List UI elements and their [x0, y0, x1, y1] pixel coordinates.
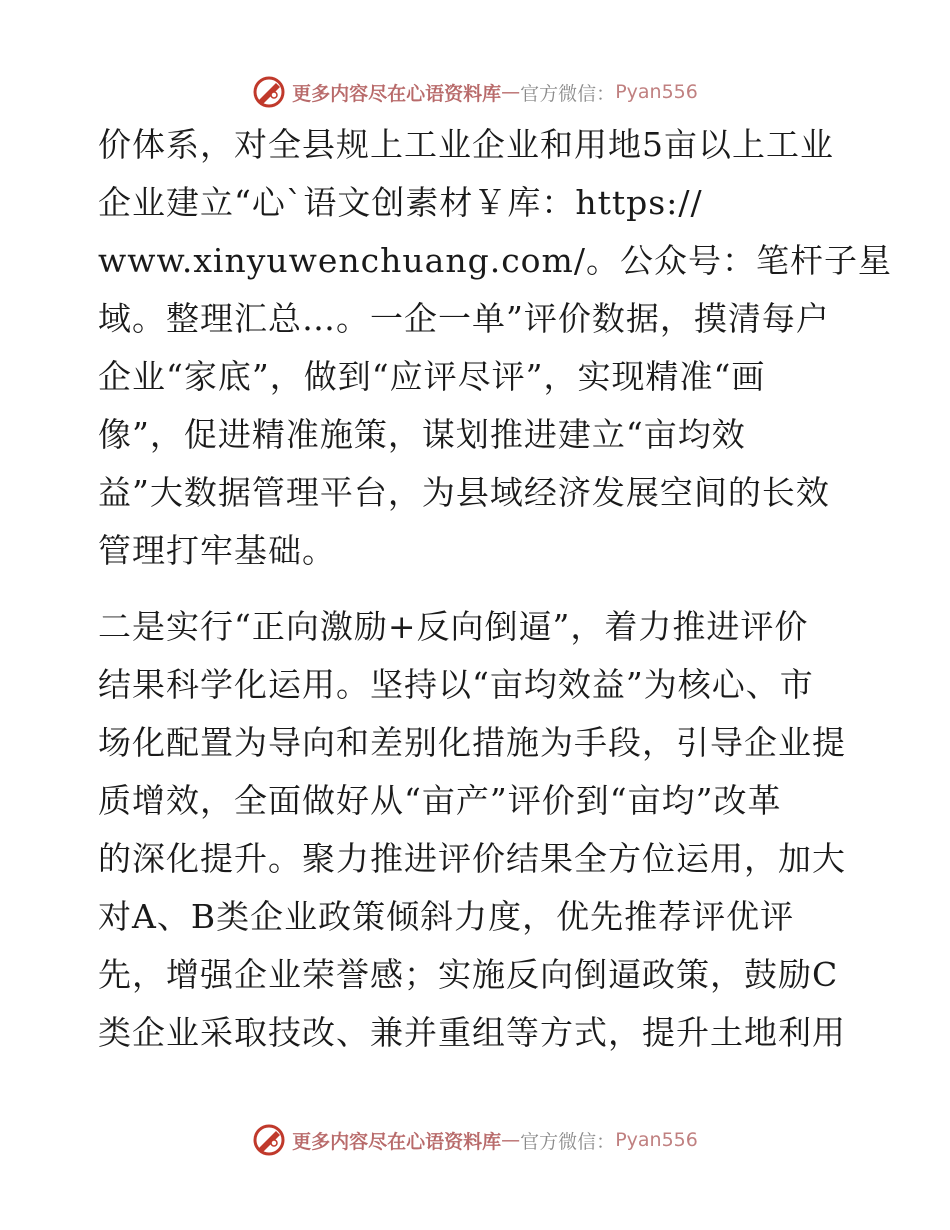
footer-banner-separator: — [501, 1129, 521, 1151]
brand-logo-icon [252, 1123, 286, 1157]
footer-banner [0, 1120, 950, 1160]
footer-banner-label: 官方微信： [520, 1130, 616, 1153]
text-line: 益”大数据管理平台，为县域经济发展空间的长效 [98, 473, 830, 512]
text-line: 类企业采取技改、兼并重组等方式，提升土地利用 [98, 1013, 846, 1052]
text-line: 的深化提升。聚力推进评价结果全方位运用，加大 [98, 839, 846, 878]
paragraph-1 [98, 116, 892, 580]
text-line: 质增效，全面做好从“亩产”评价到“亩均”改革 [98, 781, 782, 820]
document-body [98, 116, 892, 1062]
header-banner-label: 官方微信： [520, 82, 616, 105]
header-banner-wechat-id: Pyan556 [615, 81, 698, 103]
text-line: 管理打牢基础。 [98, 531, 336, 570]
text-line: www.xinyuwenchuang.com/。公众号：笔杆子星 [98, 241, 892, 280]
brand-logo-icon [252, 75, 286, 109]
text-line: 对A、B类企业政策倾斜力度，优先推荐评优评 [98, 897, 795, 936]
footer-banner-main-text: 更多内容尽在心语资料库 [292, 1130, 502, 1153]
text-line: 结果科学化运用。坚持以“亩均效益”为核心、市 [98, 665, 814, 704]
text-line: 企业“家底”，做到“应评尽评”，实现精准“画 [98, 357, 766, 396]
header-banner [0, 72, 950, 112]
text-line: 像”，促进精准施策，谋划推进建立“亩均效 [98, 415, 746, 454]
paragraph-gap [98, 580, 858, 598]
text-line: 企业建立“心`语文创素材￥库：https:// [98, 183, 703, 222]
paragraph-2 [98, 598, 858, 1062]
text-line: 域。整理汇总…。一企一单”评价数据，摸清每户 [98, 299, 830, 338]
footer-banner-wechat-id: Pyan556 [615, 1129, 698, 1151]
text-line: 价体系，对全县规上工业企业和用地5亩以上工业 [98, 125, 834, 164]
text-line: 二是实行“正向激励+反向倒逼”，着力推进评价 [98, 607, 809, 646]
header-banner-separator: — [501, 81, 521, 103]
header-banner-main-text: 更多内容尽在心语资料库 [292, 82, 502, 105]
text-line: 场化配置为导向和差别化措施为手段，引导企业提 [98, 723, 846, 762]
text-line: 先，增强企业荣誉感；实施反向倒逼政策，鼓励C [98, 955, 839, 994]
